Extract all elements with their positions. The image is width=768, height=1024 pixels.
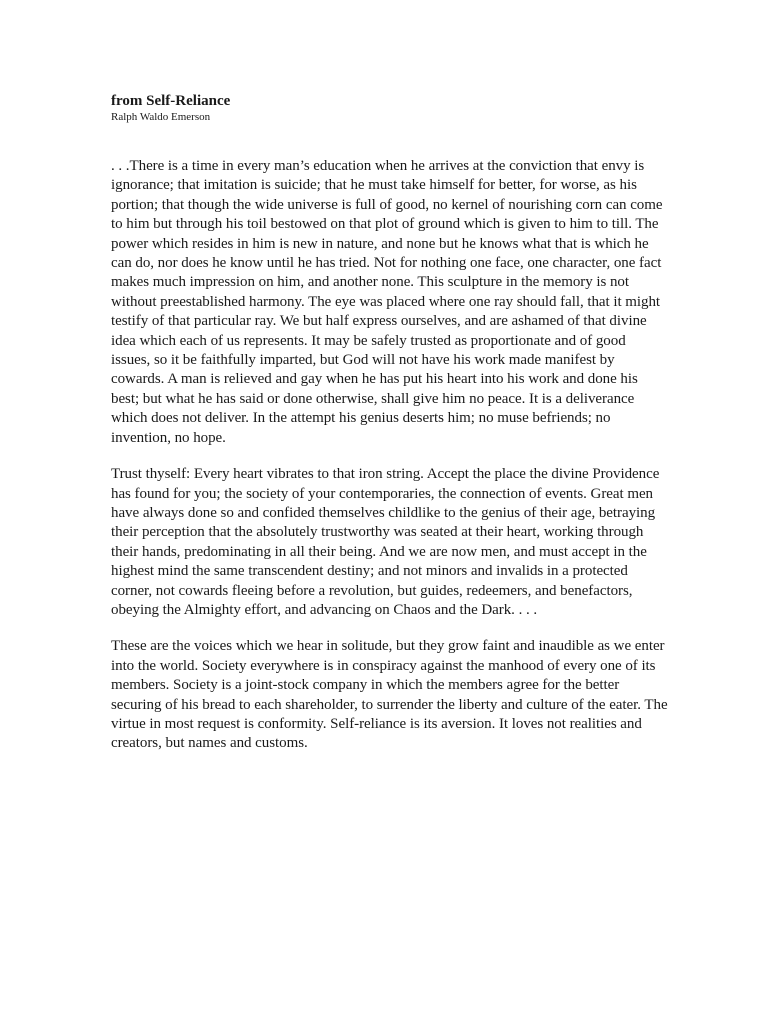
paragraph-2: Trust thyself: Every heart vibrates to that iron string. Accept the place the divine Providence has found for you; the society of your contemporaries, the connection of events. Great men have always done so and confided themselves childlike to the genius of their age, betraying their perception that the absolutely trustworthy was seated at their heart, working through their hands, predominating in all their being. And we are now men, and must accept in the highest mind the same transcendent destiny; and not minors and invalids in a protected corner, not cowards fleeing before a revolution, but guides, redeemers, and benefactors, obeying the Almighty effort, and advancing on Chaos and the Dark. . . . bbox=[111, 466, 660, 618]
document-author: Ralph Waldo Emerson bbox=[111, 111, 211, 123]
paragraph-3: These are the voices which we hear in solitude, but they grow faint and inaudible as we enter into the world. Society everywhere is in conspiracy against the manhood of every one of its members. Society is a joint-stock company in which the members agree for the better securing of his bread to each shareholder, to surrender the liberty and culture of the eater. The virtue in most request is conformity. Self-reliance is its aversion. It loves not realities and creators, but names and customs. bbox=[111, 638, 668, 752]
document-title: from Self-Reliance bbox=[111, 93, 231, 109]
paragraph-1: . . .There is a time in every man’s education when he arrives at the conviction that envy is ignorance; that imitation is suicide; that he must take himself for better, for worse, as his portion; that though the wide universe is full of good, no kernel of nourishing corn can come to him but through his toil bestowed on that plot of ground which is given to him to till. The power which resides in him is new in nature, and none but he knows what that is which he can do, nor does he know until he has tried. Not for nothing one face, one character, one fact makes much impression on him, and another none. This sculpture in the memory is not without preestablished harmony. The eye was placed where one ray should fall, that it might testify of that particular ray. We but half express ourselves, and are ashamed of that divine idea which each of us represents. It may be safely trusted as proportionate and of good issues, so it be faithfully imparted, but God will not have his work made manifest by cowards. A man is relieved and gay when he has put his heart into his work and done his best; but what he has said or done otherwise, shall give him no peace. It is a deliverance which does not deliver. In the attempt his genius deserts him; no muse befriends; no invention, no hope. bbox=[111, 158, 663, 446]
document-body bbox=[111, 157, 668, 754]
